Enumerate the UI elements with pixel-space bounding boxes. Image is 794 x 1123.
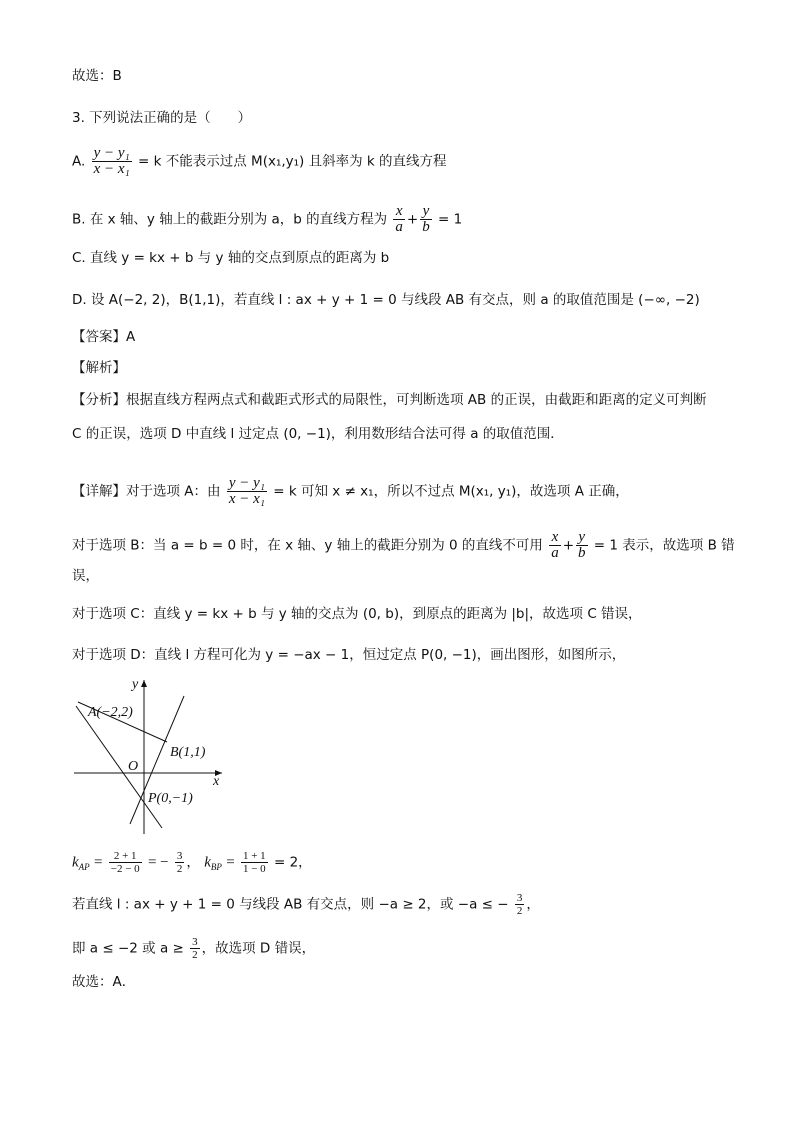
fraction-numerator: 3	[176, 850, 183, 862]
fraction-numerator: x	[393, 204, 405, 220]
separator: ，	[186, 854, 200, 871]
option-a-text: = k 不能表示过点 M(x₁,y₁) 且斜率为 k 的直线方程	[138, 153, 447, 170]
detail-b-suffix: = 1 表示，故选项 B 错	[593, 537, 735, 554]
slope-ap-subscript: AP	[78, 862, 90, 873]
analysis-label: 【解析】	[72, 360, 126, 376]
fraction-denominator: a	[551, 545, 559, 561]
slope-bp-subscript: BP	[210, 862, 222, 873]
final-answer: 故选：A．	[72, 974, 136, 990]
detail-a-prefix: 【详解】对于选项 A：由	[72, 483, 221, 500]
fraction-numerator: 3	[192, 936, 198, 948]
fraction-denominator: a	[395, 219, 403, 235]
answer-label: 【答案】A	[72, 329, 136, 345]
analysis-line-1: 【分析】根据直线方程两点式和截距式形式的局限性，可判断选项 AB 的正误，由截距和距离的定义可判断	[72, 392, 707, 408]
slope-ap-symbol: k	[72, 854, 79, 871]
detail-b-prefix: 对于选项 B：当 a = b = 0 时，在 x 轴、y 轴上的截距分别为 0 的直线不可用	[72, 537, 543, 554]
slope-bp-result: = 2，	[273, 854, 312, 871]
option-b-tail: = 1	[438, 211, 463, 228]
condition-fraction	[515, 892, 525, 917]
slope-ap-fraction	[109, 850, 142, 875]
slope-ap-result	[175, 850, 185, 875]
origin-label: O	[128, 759, 139, 774]
fraction-numerator: 1 + 1	[242, 850, 266, 862]
option-b-fraction-x	[393, 204, 405, 235]
x-axis-label: x	[213, 774, 220, 789]
coordinate-graph	[72, 676, 232, 836]
result-fraction	[190, 936, 200, 961]
result-line	[72, 936, 315, 961]
fraction-denominator: 2	[176, 863, 183, 875]
fraction-denominator: −2 − 0	[110, 863, 140, 875]
slope-bp-symbol: k	[204, 854, 211, 871]
previous-answer: 故选：B	[72, 68, 122, 84]
option-b: B. 在 x 轴、y 轴上的截距分别为 a，b 的直线方程为 $\frac{x}{a}$ + $\frac{y}{b}$ = 1	[72, 203, 463, 235]
condition-line	[72, 892, 540, 917]
fraction-numerator: y	[576, 530, 588, 546]
fraction-denominator: b	[578, 545, 586, 561]
option-b-fraction-y	[420, 204, 432, 235]
detail-option-d: 对于选项 D：直线 l 方程可化为 y = −ax − 1，恒过定点 P(0, −1)，画出图形，如图所示，	[72, 647, 626, 663]
detail-option-b-line-2: 误，	[72, 568, 99, 584]
fraction-denominator: b	[422, 219, 430, 235]
detail-option-c: 对于选项 C：直线 y = kx + b 与 y 轴的交点为 (0, b)，到原点的距离为 |b|，故选项 C 错误，	[72, 606, 642, 622]
analysis-line-2: C 的正误，选项 D 中直线 l 过定点 (0, −1)，利用数形结合法可得 a 的取值范围．	[72, 426, 564, 442]
slope-line: $k_{AP}$ = $\frac{2 + 1}{-2 - 0}$ = − $\frac{3}{2}$ ， $k_{BP}$ = $\frac{1 + 1}{1 - 0}$ = 2，	[72, 850, 312, 875]
option-a-denominator: x − x₁	[93, 161, 130, 177]
detail-a-suffix: = k 可知 x ≠ x₁，所以不过点 M(x₁, y₁)，故选项 A 正确，	[273, 483, 629, 500]
detail-option-a	[72, 476, 629, 507]
slope-ap-equals: = −	[147, 854, 169, 871]
fraction-numerator: y	[420, 204, 432, 220]
fraction-denominator: x − x₁	[228, 491, 265, 507]
fraction-numerator: x	[549, 530, 561, 546]
result-text: 即 a ≤ −2 或 a ≥	[72, 940, 184, 957]
option-a-label: A.	[72, 153, 86, 170]
detail-b-fraction-x	[549, 530, 561, 561]
point-p-label: P(0,−1)	[148, 791, 193, 806]
detail-b-fraction-y	[576, 530, 588, 561]
fraction-denominator: 2	[516, 905, 523, 917]
condition-text: 若直线 l : ax + y + 1 = 0 与线段 AB 有交点，则 −a ≥ 2，或 −a ≤ −	[72, 896, 509, 913]
line-ap	[76, 706, 162, 828]
detail-a-fraction	[227, 476, 267, 507]
option-a-fraction	[92, 146, 132, 177]
slope-bp-fraction	[241, 850, 268, 875]
option-b-text: B. 在 x 轴、y 轴上的截距分别为 a，b 的直线方程为	[72, 211, 388, 228]
fraction-numerator: y − y₁	[228, 475, 265, 491]
option-d: D. 设 A(−2, 2)，B(1,1)，若直线 l : ax + y + 1 = 0 与线段 AB 有交点，则 a 的取值范围是 (−∞, −2)	[72, 292, 700, 308]
result-suffix: ，故选项 D 错误，	[201, 940, 316, 957]
point-a-label: A(−2,2)	[88, 705, 133, 720]
fraction-numerator: 3	[516, 892, 523, 904]
y-axis-arrow	[141, 680, 147, 687]
question-stem: 3. 下列说法正确的是（ ）	[72, 110, 252, 126]
fraction-numerator: 2 + 1	[109, 850, 142, 863]
y-axis-label: y	[132, 677, 139, 692]
condition-suffix: ，	[526, 896, 540, 913]
option-a	[72, 146, 447, 177]
fraction-denominator: 1 − 0	[242, 863, 266, 875]
detail-option-b: 对于选项 B：当 a = b = 0 时，在 x 轴、y 轴上的截距分别为 0 的直线不可用 $\frac{x}{a}$ + $\frac{y}{b}$ = 1 表示，故选项 B 错	[72, 529, 735, 561]
point-b-label: B(1,1)	[170, 745, 206, 760]
option-c: C. 直线 y = kx + b 与 y 轴的交点到原点的距离为 b	[72, 250, 390, 266]
option-a-numerator: y − y₁	[93, 145, 130, 161]
fraction-denominator: 2	[192, 949, 198, 961]
